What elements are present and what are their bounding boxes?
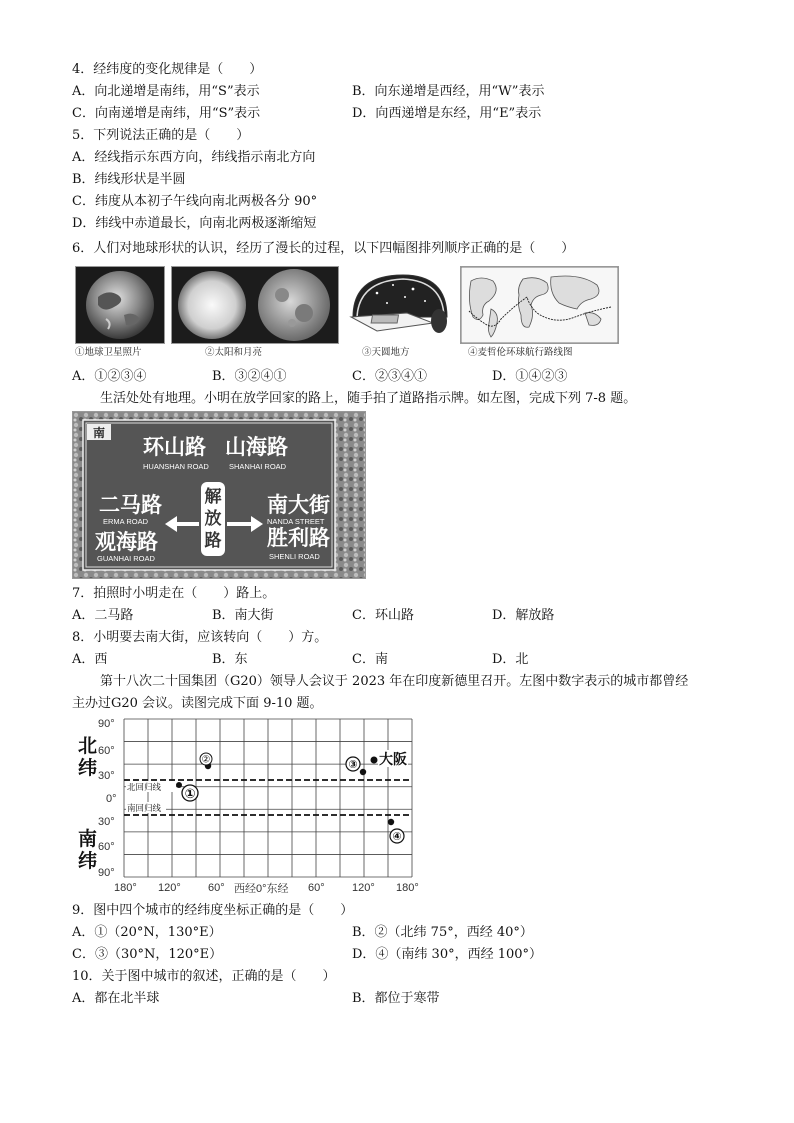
sign-nanda-en: NANDA STREET [267, 517, 325, 526]
q5-option-c: C．纬度从本初子午线向南北两极各分 90° [72, 194, 318, 209]
city-3-label: ③ [348, 759, 358, 771]
q4-option-c: C．向南递增是南纬，用“S”表示 [72, 106, 261, 121]
q10-option-a: A．都在北半球 [72, 991, 160, 1006]
lat-tick-90s: 90° [98, 867, 115, 879]
q9-option-d: D．④（南纬 30°，西经 100°） [352, 947, 543, 962]
q8-option-d: D．北 [492, 652, 529, 667]
sign-huanshan-en: HUANSHAN ROAD [143, 462, 209, 471]
north-label-2: 纬 [78, 758, 98, 779]
q9-option-b: B．②（北纬 75°，西经 40°） [352, 925, 533, 940]
city-1-dot [176, 782, 182, 788]
sign-jiefang-1: 解 [204, 487, 222, 506]
caption-1: ①地球卫星照片 [75, 347, 142, 358]
lat-tick-60n: 60° [98, 745, 115, 757]
city-4-label: ④ [392, 831, 402, 843]
q4-stem: 4．经纬度的变化规律是（ ） [72, 62, 263, 77]
magellan-route-map [460, 266, 619, 344]
q4-option-a: A．向北递增是南纬，用“S”表示 [72, 84, 260, 99]
q10-option-b: B．都位于寒带 [352, 991, 440, 1006]
south-label-2: 纬 [78, 851, 98, 872]
sign-shengli-en: SHENLI ROAD [269, 552, 320, 561]
q6-option-a: A．①②③④ [72, 369, 147, 384]
sky-dome-image [346, 266, 454, 344]
city-4-dot [388, 819, 394, 825]
q5-option-a: A．经线指示东西方向，纬线指示南北方向 [72, 150, 316, 165]
sign-shanhai: 山海路 [225, 436, 288, 459]
lat-tick-30n: 30° [98, 770, 115, 782]
lon-tick-180w: 180° [114, 882, 137, 894]
south-label-1: 南 [78, 829, 98, 850]
q8-stem: 8．小明要去南大街，应该转向（ ）方。 [72, 630, 328, 645]
q6-option-c: C．②③④① [352, 369, 427, 384]
tropic-cancer-label: 北回归线 [127, 782, 162, 792]
sun-moon-photo [171, 266, 339, 344]
intro-7-8: 生活处处有地理。小明在放学回家的路上，随手拍了道路指示牌。如左图，完成下列 7-8 题。 [100, 391, 637, 406]
osaka-dot [371, 757, 378, 764]
q8-option-c: C．南 [352, 652, 388, 667]
lon-tick-120w: 120° [158, 882, 181, 894]
q7-option-d: D．解放路 [492, 608, 555, 623]
lat-tick-60s: 60° [98, 841, 115, 853]
lat-long-grid-figure [72, 713, 428, 897]
lat-tick-90n: 90° [98, 718, 115, 730]
q5-option-b: B．纬线形状是半圆 [72, 172, 186, 187]
north-label-1: 北 [78, 736, 98, 757]
sign-shengli: 胜利路 [267, 527, 330, 550]
q6-option-b: B．③②④① [212, 369, 287, 384]
lon-xi-dong: 西经0°东经 [234, 883, 289, 895]
intro-9-10-line2: 主办过G20 会议。读图完成下面 9-10 题。 [72, 696, 323, 711]
sign-nanda: 南大街 [267, 494, 330, 517]
sign-erma: 二马路 [99, 494, 162, 517]
tropic-capricorn-label: 南回归线 [127, 803, 162, 813]
q7-option-c: C．环山路 [352, 608, 414, 623]
q7-stem: 7．拍照时小明走在（ ）路上。 [72, 586, 276, 601]
sign-corner-label: 南 [92, 426, 106, 440]
sign-jiefang-2: 放 [204, 509, 222, 528]
lon-tick-60e: 60° [308, 882, 325, 894]
sign-guanhai-en: GUANHAI ROAD [97, 554, 155, 563]
city-1-label: ① [184, 786, 196, 801]
q4-option-d: D．向西递增是东经，用“E”表示 [352, 106, 542, 121]
sign-guanhai: 观海路 [95, 531, 158, 554]
road-sign-photo [72, 411, 366, 579]
q4-option-b: B．向东递增是西经，用“W”表示 [352, 84, 545, 99]
q9-stem: 9．图中四个城市的经纬度坐标正确的是（ ） [72, 903, 354, 918]
lon-tick-60w: 60° [208, 882, 225, 894]
q5-option-d: D．纬线中赤道最长，向南北两极逐渐缩短 [72, 216, 317, 231]
q8-option-a: A．西 [72, 652, 108, 667]
sign-shanhai-en: SHANHAI ROAD [229, 462, 287, 471]
q5-stem: 5．下列说法正确的是（ ） [72, 128, 250, 143]
intro-9-10-line1: 第十八次二十国集团（G20）领导人会议于 2023 年在印度新德里召开。左图中数字表示的城市都曾经 [100, 674, 689, 689]
q7-option-b: B．南大街 [212, 608, 274, 623]
lat-tick-0: 0° [106, 793, 117, 805]
lon-tick-180e: 180° [396, 882, 419, 894]
lat-tick-30s: 30° [98, 816, 115, 828]
sign-huanshan: 环山路 [143, 436, 206, 459]
q7-option-a: A．二马路 [72, 608, 134, 623]
q9-option-a: A．①（20°N，130°E） [72, 925, 222, 940]
osaka-label: 大阪 [379, 751, 407, 767]
sign-jiefang-3: 路 [204, 531, 222, 550]
q8-option-b: B．东 [212, 652, 248, 667]
q10-stem: 10．关于图中城市的叙述，正确的是（ ） [72, 969, 336, 984]
city-3-dot [360, 769, 366, 775]
caption-4: ④麦哲伦环球航行路线图 [468, 347, 573, 358]
caption-3: ③天圆地方 [362, 347, 410, 358]
lon-tick-120e: 120° [352, 882, 375, 894]
caption-2: ②太阳和月亮 [205, 347, 263, 358]
city-2-label: ② [201, 754, 211, 766]
q6-option-d: D．①④②③ [492, 369, 568, 384]
earth-satellite-photo [75, 266, 165, 344]
sign-erma-en: ERMA ROAD [103, 517, 149, 526]
q6-stem: 6．人们对地球形状的认识，经历了漫长的过程，以下四幅图排列顺序正确的是（ ） [72, 241, 575, 256]
q9-option-c: C．③（30°N，120°E） [72, 947, 223, 962]
